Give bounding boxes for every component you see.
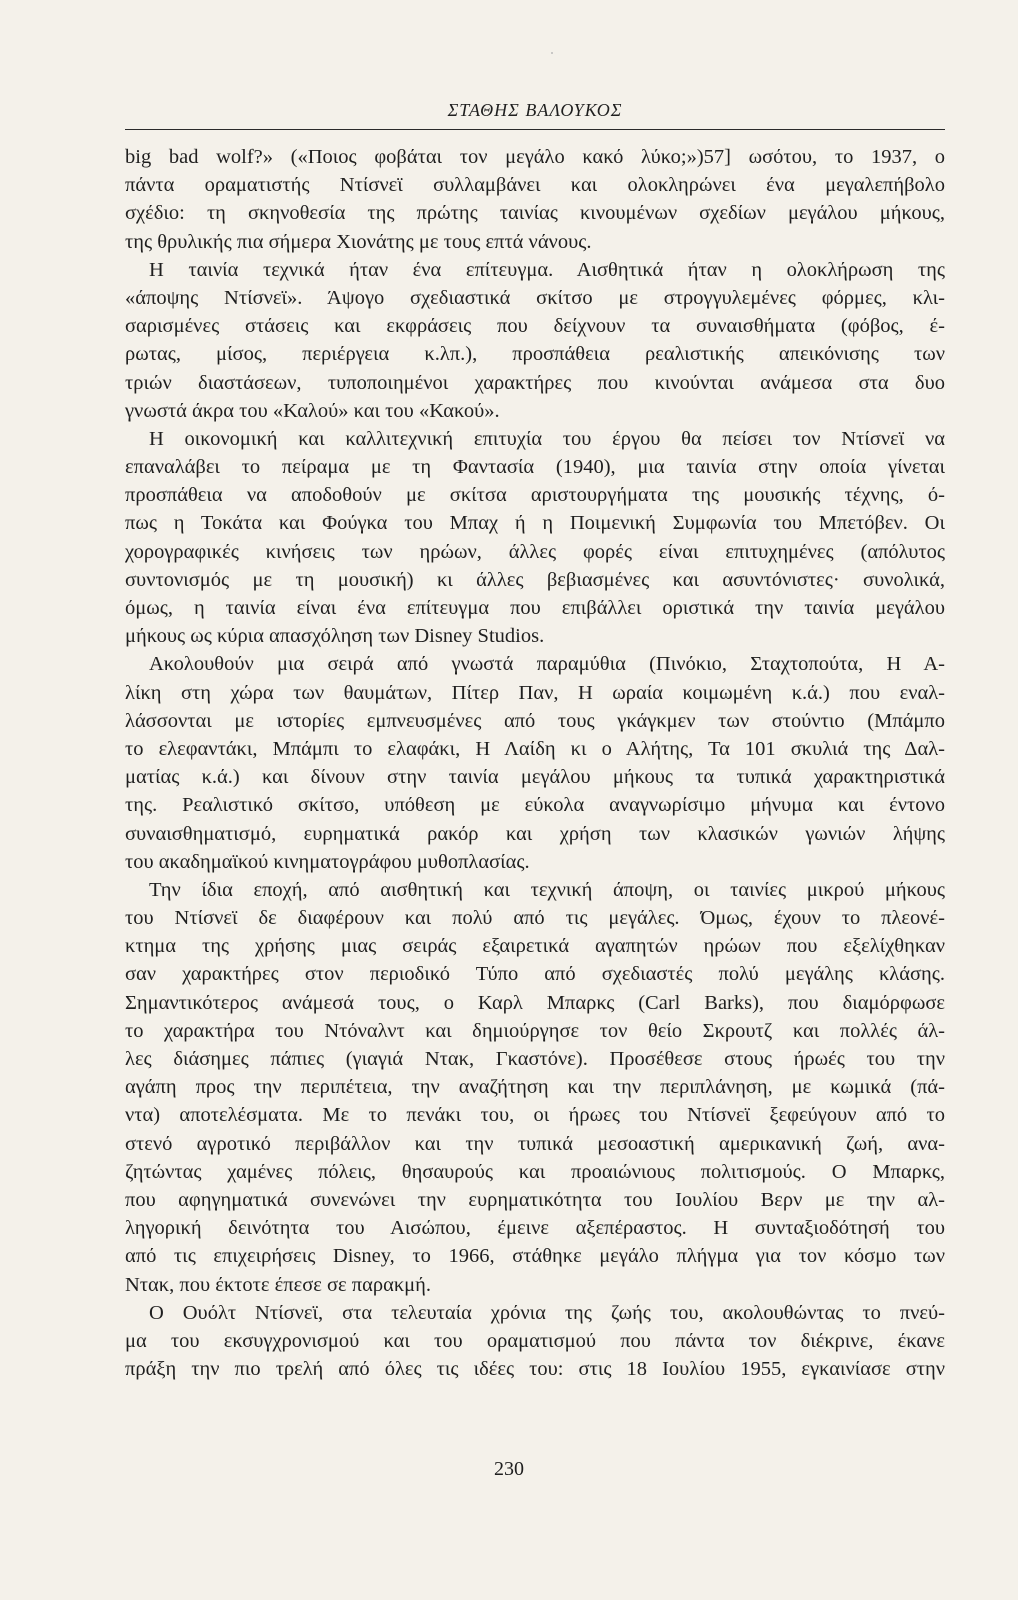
text-line: λάσσονται με ιστορίες εμπνευσμένες από τους γκάγκμεν των στούντιο (Μπάμπο	[125, 709, 945, 732]
text-line: λες διάσημες πάπιες (γιαγιά Ντακ, Γκαστόνε). Προσέθεσε στους ήρωές του την	[125, 1048, 945, 1070]
text-line: της. Ρεαλιστικό σκίτσο, υπόθεση με εύκολα αναγνωρίσιμο μήνυμα και έντονο	[125, 794, 945, 817]
text-line: λίκη στη χώρα των θαυμάτων, Πίτερ Παν, Η ωραία κοιμωμένη κ.ά.) που εναλ-	[125, 681, 945, 704]
text-line: στενό αγροτικό περιβάλλον και την τυπικά μεσοαστική αμερικανική ζωή, ανα-	[125, 1132, 945, 1155]
header-rule	[125, 129, 945, 130]
text-line: από τις επιχειρήσεις Disney, το 1966, στάθηκε μεγάλο πλήγμα για τον κόσμο των	[125, 1245, 945, 1268]
text-line: το χαρακτήρα του Ντόναλντ και δημιούργησε τον θείο Σκρουτζ και πολλές άλ-	[125, 1019, 945, 1042]
text-line: που αφηγηματικά συνενώνει την ευρηματικότητα του Ιουλίου Βερν με την αλ-	[125, 1188, 945, 1211]
text-line: μήκους ως κύρια απασχόληση των Disney Studios.	[125, 625, 545, 648]
text-line: μα του εκσυγχρονισμού και του οραματισμού που πάντα τον διέκρινε, έκανε	[125, 1329, 945, 1352]
text-line: πάντα οραματιστής Ντίσνεϊ συλλαμβάνει και ολοκληρώνει ένα μεγαλεπήβολο	[125, 174, 945, 197]
text-line: συντονισμός με τη μουσική) κι άλλες βεβιασμένες και ασυντόνιστες· συνολικά,	[125, 568, 945, 591]
text-line: ντα) αποτελέσματα. Με το πενάκι του, οι ήρωες του Ντίσνεϊ ξεφεύγουν από το	[125, 1104, 945, 1127]
text-line: επαναλάβει το πείραμα με τη Φαντασία (1940), μια ταινία στην οποία γίνεται	[125, 456, 945, 479]
text-line: ρωτας, μίσος, περιέργεια κ.λπ.), προσπάθεια ρεαλιστικής απεικόνισης των	[125, 343, 945, 366]
text-line: ματίας κ.ά.) και δίνουν στην ταινία μεγάλου μήκους τα τυπικά χαρακτηριστικά	[125, 766, 945, 789]
text-line: σαρισμένες στάσεις και εκφράσεις που δείχνουν τα συναισθήματα (φόβος, έ-	[125, 315, 945, 338]
running-header: ΣΤΑΘΗΣ ΒΑΛΟΥΚΟΣ	[447, 100, 623, 120]
text-line: σαν χαρακτήρες στον περιοδικό Τύπο από σχεδιαστές πολύ μεγάλης κλάσης.	[125, 963, 945, 986]
text-line: big bad wolf?» («Ποιος φοβάται τον μεγάλο κακό λύκο;»)57] ωσότου, το 1937, ο	[125, 146, 945, 168]
text-line: αγάπη προς την περιπέτεια, την αναζήτηση και την περιπλάνηση, με κωμικά (πά-	[125, 1076, 945, 1099]
text-line: τριών διαστάσεων, τυποποιημένοι χαρακτήρες που κινούνται ανάμεσα στα δυο	[125, 371, 945, 394]
text-line: σχέδιο: τη σκηνοθεσία της πρώτης ταινίας κινουμένων σχεδίων μεγάλου μήκους,	[125, 202, 945, 225]
text-line: του ακαδημαϊκού κινηματογράφου μυθοπλασίας.	[125, 850, 530, 873]
text-line: Ντακ, που έκτοτε έπεσε σε παρακμή.	[125, 1273, 431, 1296]
text-line: Η ταινία τεχνικά ήταν ένα επίτευγμα. Αισθητικά ήταν η ολοκλήρωση της	[149, 258, 945, 281]
scan-speck	[551, 52, 553, 54]
text-line: του Ντίσνεϊ δε διαφέρουν και πολύ από τις μεγάλες. Όμως, έχουν το πλεονέ-	[125, 907, 945, 930]
text-line: συναισθηματισμό, ευρηματικά ρακόρ και χρήση των κλασικών γωνιών λήψης	[125, 822, 945, 845]
page-number: 230	[494, 1458, 524, 1480]
text-line: όμως, η ταινία είναι ένα επίτευγμα που επιβάλλει οριστικά την ταινία μεγάλου	[125, 597, 945, 619]
text-line: ζητώντας χαμένες πόλεις, θησαυρούς και προαιώνιους πολιτισμούς. Ο Μπαρκς,	[125, 1160, 945, 1183]
text-line: Την ίδια εποχή, από αισθητική και τεχνική άποψη, οι ταινίες μικρού μήκους	[149, 878, 945, 901]
text-line: ληγορική δεινότητα του Αισώπου, έμεινε αξεπέραστος. Η συνταξιοδότησή του	[125, 1217, 945, 1240]
text-line: πως η Τοκάτα και Φούγκα του Μπαχ ή η Ποιμενική Συμφωνία του Μπετόβεν. Οι	[125, 512, 945, 535]
text-line: κτημα της χρήσης μιας σειράς εξαιρετικά αγαπητών ηρώων που εξελίχθηκαν	[125, 935, 945, 958]
text-line: Ο Ουόλτ Ντίσνεϊ, στα τελευταία χρόνια της ζωής του, ακολουθώντας το πνεύ-	[149, 1301, 945, 1324]
text-line: χορογραφικές κινήσεις των ηρώων, άλλες φορές είναι επιτυχημένες (απόλυτος	[125, 540, 945, 563]
text-line: Η οικονομική και καλλιτεχνική επιτυχία του έργου θα πείσει τον Ντίσνεϊ να	[149, 427, 945, 450]
text-line: Σημαντικότερος ανάμεσά τους, ο Καρλ Μπαρκς (Carl Barks), που διαμόρφωσε	[125, 991, 945, 1014]
text-line: γνωστά άκρα του «Καλού» και του «Κακού».	[125, 399, 500, 422]
text-line: «άποψης Ντίσνεϊ». Άψογο σχεδιαστικά σκίτσο με στρογγυλεμένες φόρμες, κλι-	[125, 286, 945, 309]
text-line: πράξη την πιο τρελή από όλες τις ιδέες του: στις 18 Ιουλίου 1955, εγκαινίασε στην	[125, 1358, 945, 1381]
body-text	[125, 143, 945, 1383]
text-line: το ελεφαντάκι, Μπάμπι το ελαφάκι, Η Λαίδη κι ο Αλήτης, Τα 101 σκυλιά της Δαλ-	[125, 737, 945, 760]
text-line: της θρυλικής πια σήμερα Χιονάτης με τους επτά νάνους.	[125, 230, 592, 253]
text-line: προσπάθεια να αποδοθούν με σκίτσα αριστουργήματα της μουσικής τέχνης, ό-	[125, 484, 945, 507]
text-line: Ακολουθούν μια σειρά από γνωστά παραμύθια (Πινόκιο, Σταχτοπούτα, Η Α-	[149, 653, 945, 676]
